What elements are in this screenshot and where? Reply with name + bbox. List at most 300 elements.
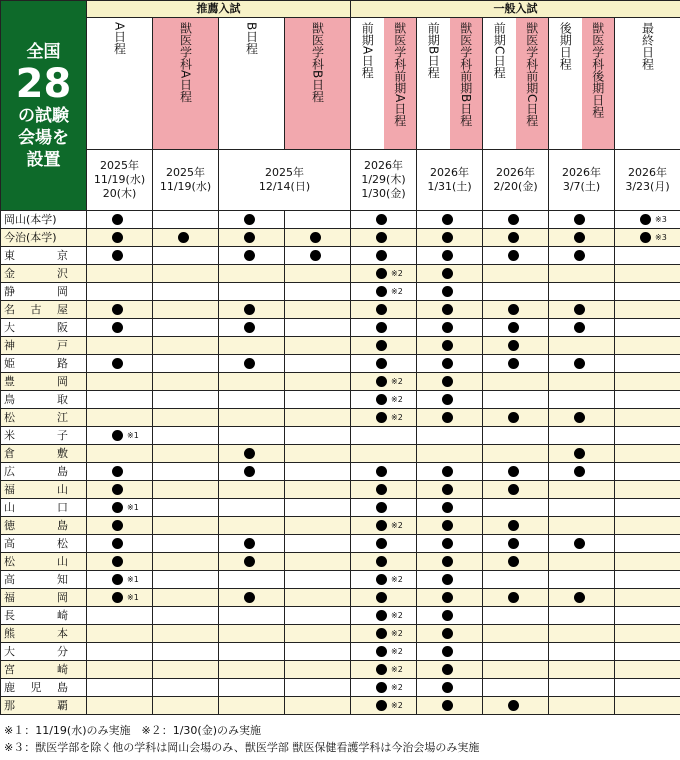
venue-mark bbox=[549, 607, 615, 625]
venue-dot-icon bbox=[508, 232, 519, 243]
venue-mark bbox=[549, 409, 615, 427]
venue-char: 山 bbox=[4, 501, 15, 514]
venue-mark bbox=[285, 661, 351, 679]
venue-mark bbox=[153, 409, 219, 427]
venue-mark bbox=[549, 589, 615, 607]
venue-mark bbox=[219, 517, 285, 535]
venue-char: 静 bbox=[4, 285, 15, 298]
venue-mark bbox=[153, 499, 219, 517]
venue-dot-icon bbox=[442, 538, 453, 549]
venue-mark bbox=[483, 517, 549, 535]
exam-sublabel: 獣医学科前期A日程 bbox=[392, 22, 407, 127]
venue-dot-icon bbox=[442, 628, 453, 639]
venue-mark bbox=[285, 481, 351, 499]
venue-dot-icon bbox=[112, 592, 123, 603]
venue-char: 豊 bbox=[4, 375, 15, 388]
venue-dot-icon bbox=[442, 340, 453, 351]
venue-mark bbox=[285, 607, 351, 625]
venue-dot-icon bbox=[508, 592, 519, 603]
venue-dot-icon bbox=[244, 592, 255, 603]
venue-mark bbox=[153, 607, 219, 625]
venue-char: 古 bbox=[30, 303, 42, 316]
venue-mark bbox=[219, 553, 285, 571]
venue-mark bbox=[153, 265, 219, 283]
venue-dot-icon bbox=[376, 610, 387, 621]
venue-mark bbox=[219, 535, 285, 553]
venue-mark bbox=[219, 643, 285, 661]
venue-dot-icon bbox=[442, 682, 453, 693]
venue-mark bbox=[351, 247, 417, 265]
venue-row bbox=[1, 589, 680, 607]
venue-mark bbox=[219, 661, 285, 679]
venue-name bbox=[1, 373, 87, 391]
footnote-2: ※３：獣医学部を除く他の学科は岡山会場のみ、獣医学部 獣医保健看護学科は今治会場のみ実施 bbox=[4, 741, 480, 754]
venue-name-justified bbox=[4, 247, 68, 264]
venue-char: 東 bbox=[4, 249, 15, 262]
venue-mark bbox=[153, 535, 219, 553]
venue-dot-icon bbox=[112, 322, 123, 333]
venue-dot-icon bbox=[508, 700, 519, 711]
venue-mark bbox=[153, 229, 219, 247]
venue-mark bbox=[285, 247, 351, 265]
venue-dot-icon bbox=[244, 322, 255, 333]
venue-mark bbox=[153, 661, 219, 679]
venue-mark bbox=[285, 427, 351, 445]
venue-dot-icon bbox=[244, 214, 255, 225]
venue-mark bbox=[549, 283, 615, 301]
venue-name-justified bbox=[4, 355, 68, 372]
venue-char: 本 bbox=[57, 627, 68, 640]
venue-name bbox=[1, 391, 87, 409]
venue-mark bbox=[417, 679, 483, 697]
venue-name bbox=[1, 535, 87, 553]
exam-date-1: 2025年 11/19(水) bbox=[153, 150, 219, 211]
venue-row bbox=[1, 661, 680, 679]
venue-mark bbox=[483, 211, 549, 229]
venue-dot-icon bbox=[376, 268, 387, 279]
venue-name bbox=[1, 643, 87, 661]
venue-mark bbox=[483, 499, 549, 517]
venue-dot-icon bbox=[376, 232, 387, 243]
venue-mark bbox=[87, 373, 153, 391]
venue-mark bbox=[417, 265, 483, 283]
venue-mark bbox=[87, 589, 153, 607]
venue-char: 児 bbox=[30, 681, 42, 694]
venue-name: 今治(本学) bbox=[1, 229, 87, 247]
venue-mark bbox=[615, 337, 680, 355]
venue-dot-icon bbox=[376, 646, 387, 657]
venue-mark bbox=[87, 391, 153, 409]
venue-mark bbox=[351, 319, 417, 337]
venue-char: 口 bbox=[57, 501, 68, 514]
venue-row bbox=[1, 571, 680, 589]
venue-mark bbox=[549, 661, 615, 679]
venue-mark bbox=[219, 625, 285, 643]
venue-dot-icon bbox=[244, 358, 255, 369]
venue-row bbox=[1, 391, 680, 409]
venue-mark bbox=[219, 301, 285, 319]
venue-note: ※2 bbox=[391, 701, 403, 710]
venue-dot-icon bbox=[112, 502, 123, 513]
venue-mark bbox=[285, 445, 351, 463]
venue-mark bbox=[351, 229, 417, 247]
venue-mark bbox=[219, 445, 285, 463]
venue-dot-icon bbox=[376, 214, 387, 225]
exam-date-7: 2026年 3/23(月) bbox=[615, 150, 680, 211]
venue-note: ※2 bbox=[391, 575, 403, 584]
venue-mark bbox=[549, 427, 615, 445]
banner-line4: 設置 bbox=[26, 149, 61, 170]
venue-dot-icon bbox=[442, 700, 453, 711]
venue-row bbox=[1, 427, 680, 445]
exam-label: B日程 bbox=[244, 22, 259, 55]
venue-name-justified bbox=[4, 607, 68, 624]
venue-mark bbox=[615, 517, 680, 535]
venue-mark bbox=[483, 301, 549, 319]
venue-dot-icon bbox=[112, 304, 123, 315]
venue-char: 神 bbox=[4, 339, 15, 352]
venue-char: 取 bbox=[57, 393, 68, 406]
exam-date-5: 2026年 2/20(金) bbox=[483, 150, 549, 211]
venue-mark bbox=[351, 391, 417, 409]
venue-dot-icon bbox=[376, 358, 387, 369]
exam-date-3: 2026年 1/29(木) 1/30(金) bbox=[351, 150, 417, 211]
venue-mark bbox=[153, 517, 219, 535]
footnote-1: ※１：11/19(水)のみ実施 ※２：1/30(金)のみ実施 bbox=[4, 724, 262, 737]
venue-note: ※1 bbox=[127, 503, 139, 512]
venue-mark bbox=[417, 319, 483, 337]
venue-name-justified bbox=[4, 427, 68, 444]
venue-mark bbox=[615, 553, 680, 571]
venue-mark bbox=[549, 553, 615, 571]
venue-mark bbox=[549, 625, 615, 643]
venue-mark bbox=[483, 409, 549, 427]
venue-char: 島 bbox=[57, 465, 68, 478]
venue-count-banner bbox=[1, 1, 87, 211]
venue-name bbox=[1, 301, 87, 319]
venue-dot-icon bbox=[376, 322, 387, 333]
venue-mark bbox=[549, 499, 615, 517]
venue-dot-icon bbox=[244, 466, 255, 477]
venue-mark bbox=[549, 517, 615, 535]
venue-dot-icon bbox=[376, 538, 387, 549]
venue-name bbox=[1, 409, 87, 427]
venue-row bbox=[1, 553, 680, 571]
venue-row bbox=[1, 337, 680, 355]
venue-mark bbox=[615, 589, 680, 607]
venue-mark bbox=[87, 301, 153, 319]
venue-dot-icon bbox=[508, 358, 519, 369]
venue-row bbox=[1, 445, 680, 463]
venue-char: 福 bbox=[4, 591, 15, 604]
exam-sublabel: 獣医学科前期C日程 bbox=[524, 22, 539, 127]
venue-mark bbox=[153, 625, 219, 643]
exam-label: 前期C日程 bbox=[492, 22, 507, 79]
venue-mark bbox=[351, 661, 417, 679]
venue-mark bbox=[87, 265, 153, 283]
venue-char: 路 bbox=[57, 357, 68, 370]
venue-dot-icon bbox=[112, 574, 123, 585]
venue-mark bbox=[483, 481, 549, 499]
venue-char: 松 bbox=[57, 537, 68, 550]
venue-dot-icon bbox=[574, 592, 585, 603]
venue-mark bbox=[417, 373, 483, 391]
venue-name-justified bbox=[4, 409, 68, 426]
venue-char: 島 bbox=[57, 681, 68, 694]
venue-mark bbox=[87, 571, 153, 589]
venue-dot-icon bbox=[508, 250, 519, 261]
venue-mark bbox=[549, 679, 615, 697]
venue-mark bbox=[285, 391, 351, 409]
venue-note: ※2 bbox=[391, 521, 403, 530]
venue-mark bbox=[483, 607, 549, 625]
venue-mark bbox=[153, 679, 219, 697]
venue-char: 姫 bbox=[4, 357, 15, 370]
exam-col-4 bbox=[351, 18, 417, 150]
venue-dot-icon bbox=[508, 538, 519, 549]
venue-mark bbox=[87, 553, 153, 571]
venue-dot-icon bbox=[442, 250, 453, 261]
venue-mark bbox=[87, 697, 153, 715]
venue-char: 名 bbox=[4, 303, 15, 316]
exam-label: 前期B日程 bbox=[426, 22, 441, 79]
venue-mark bbox=[615, 661, 680, 679]
venue-mark bbox=[417, 445, 483, 463]
venue-mark bbox=[87, 679, 153, 697]
venue-dot-icon bbox=[442, 592, 453, 603]
venue-note: ※2 bbox=[391, 287, 403, 296]
venue-mark bbox=[219, 481, 285, 499]
venue-dot-icon bbox=[442, 502, 453, 513]
venue-mark bbox=[483, 319, 549, 337]
venue-mark bbox=[87, 229, 153, 247]
venue-char: 熊 bbox=[4, 627, 15, 640]
venue-mark bbox=[615, 247, 680, 265]
exam-sublabel: 獣医学科後期日程 bbox=[590, 22, 605, 118]
venue-dot-icon bbox=[442, 610, 453, 621]
venue-name bbox=[1, 571, 87, 589]
venue-mark bbox=[615, 355, 680, 373]
venue-mark bbox=[219, 229, 285, 247]
venue-dot-icon bbox=[574, 358, 585, 369]
venue-mark bbox=[549, 463, 615, 481]
venue-mark bbox=[417, 283, 483, 301]
venue-mark bbox=[483, 463, 549, 481]
venue-name bbox=[1, 283, 87, 301]
venue-name bbox=[1, 679, 87, 697]
venue-mark bbox=[219, 697, 285, 715]
venue-mark bbox=[351, 409, 417, 427]
venue-mark bbox=[219, 589, 285, 607]
venue-char: 徳 bbox=[4, 519, 15, 532]
venue-mark bbox=[417, 589, 483, 607]
venue-mark bbox=[483, 679, 549, 697]
venue-mark bbox=[615, 571, 680, 589]
venue-mark bbox=[153, 445, 219, 463]
venue-mark bbox=[417, 301, 483, 319]
venue-mark bbox=[153, 211, 219, 229]
venue-mark bbox=[285, 229, 351, 247]
venue-dot-icon bbox=[442, 286, 453, 297]
venue-mark bbox=[483, 373, 549, 391]
venue-mark bbox=[615, 427, 680, 445]
venue-dot-icon bbox=[508, 304, 519, 315]
venue-char: 覇 bbox=[57, 699, 68, 712]
banner-line3: 会場を bbox=[18, 127, 69, 148]
venue-dot-icon bbox=[574, 232, 585, 243]
venue-name bbox=[1, 265, 87, 283]
venue-row bbox=[1, 409, 680, 427]
venue-mark bbox=[153, 463, 219, 481]
venue-mark bbox=[285, 301, 351, 319]
venue-name bbox=[1, 445, 87, 463]
exam-col-3 bbox=[285, 18, 351, 150]
venue-mark bbox=[351, 283, 417, 301]
venue-mark bbox=[285, 319, 351, 337]
venue-mark bbox=[219, 391, 285, 409]
venue-dot-icon bbox=[376, 520, 387, 531]
venue-name-justified bbox=[4, 517, 68, 534]
venue-dot-icon bbox=[376, 394, 387, 405]
venue-mark bbox=[417, 463, 483, 481]
venue-dot-icon bbox=[508, 322, 519, 333]
venue-mark bbox=[417, 553, 483, 571]
venue-dot-icon bbox=[574, 448, 585, 459]
venue-dot-icon bbox=[574, 322, 585, 333]
venue-mark bbox=[87, 355, 153, 373]
venue-note: ※2 bbox=[391, 413, 403, 422]
venue-row bbox=[1, 625, 680, 643]
venue-mark bbox=[153, 481, 219, 499]
venue-name-justified bbox=[4, 571, 68, 588]
venue-char: 鳥 bbox=[4, 393, 15, 406]
venue-mark bbox=[285, 643, 351, 661]
venue-name bbox=[1, 355, 87, 373]
venue-mark bbox=[549, 319, 615, 337]
venue-row bbox=[1, 355, 680, 373]
venue-name bbox=[1, 553, 87, 571]
venue-name bbox=[1, 607, 87, 625]
venue-dot-icon bbox=[112, 466, 123, 477]
venue-mark bbox=[615, 679, 680, 697]
venue-char: 松 bbox=[4, 555, 15, 568]
venue-name-justified bbox=[4, 301, 68, 318]
venue-mark bbox=[351, 697, 417, 715]
venue-name bbox=[1, 481, 87, 499]
venue-mark bbox=[615, 697, 680, 715]
venue-mark bbox=[153, 283, 219, 301]
venue-char: 山 bbox=[57, 483, 68, 496]
exam-col-7 bbox=[549, 18, 615, 150]
venue-mark bbox=[549, 265, 615, 283]
venue-dot-icon bbox=[376, 412, 387, 423]
venue-mark bbox=[87, 337, 153, 355]
venue-mark bbox=[87, 625, 153, 643]
venue-row bbox=[1, 319, 680, 337]
venue-mark bbox=[219, 499, 285, 517]
group-ippan: 一般入試 bbox=[351, 1, 680, 18]
venue-name bbox=[1, 697, 87, 715]
venue-dot-icon bbox=[442, 322, 453, 333]
venue-mark bbox=[351, 571, 417, 589]
venue-mark bbox=[417, 229, 483, 247]
exam-col-1 bbox=[153, 18, 219, 150]
venue-mark bbox=[351, 643, 417, 661]
exam-sublabel: 獣医学科前期B日程 bbox=[458, 22, 473, 127]
banner-number: 28 bbox=[15, 60, 72, 107]
venue-mark bbox=[153, 247, 219, 265]
venue-dot-icon bbox=[376, 484, 387, 495]
venue-mark bbox=[549, 337, 615, 355]
venue-note: ※2 bbox=[391, 629, 403, 638]
venue-mark bbox=[219, 409, 285, 427]
exam-col-8 bbox=[615, 18, 680, 150]
exam-label: 獣医学科A日程 bbox=[178, 22, 193, 103]
venue-row bbox=[1, 499, 680, 517]
venue-char: 鹿 bbox=[4, 681, 15, 694]
venue-dot-icon bbox=[508, 520, 519, 531]
venue-mark bbox=[483, 643, 549, 661]
venue-mark bbox=[219, 283, 285, 301]
venue-mark bbox=[285, 373, 351, 391]
venue-mark bbox=[285, 337, 351, 355]
venue-char: 米 bbox=[4, 429, 15, 442]
exam-date-4: 2026年 1/31(土) bbox=[417, 150, 483, 211]
venue-char: 高 bbox=[4, 537, 15, 550]
venue-dot-icon bbox=[574, 412, 585, 423]
venue-note: ※2 bbox=[391, 665, 403, 674]
venue-dot-icon bbox=[376, 682, 387, 693]
exam-label: 後期日程 bbox=[558, 22, 573, 70]
venue-dot-icon bbox=[442, 466, 453, 477]
venue-name bbox=[1, 625, 87, 643]
venue-note: ※2 bbox=[391, 683, 403, 692]
venue-note: ※3 bbox=[655, 233, 667, 242]
venue-mark bbox=[417, 247, 483, 265]
venue-dot-icon bbox=[442, 232, 453, 243]
venue-row bbox=[1, 283, 680, 301]
venue-dot-icon bbox=[376, 376, 387, 387]
venue-mark bbox=[351, 337, 417, 355]
venue-mark bbox=[483, 229, 549, 247]
venue-char: 子 bbox=[57, 429, 68, 442]
venue-dot-icon bbox=[442, 556, 453, 567]
footnotes bbox=[4, 722, 479, 756]
venue-dot-icon bbox=[112, 358, 123, 369]
venue-note: ※2 bbox=[391, 611, 403, 620]
venue-dot-icon bbox=[508, 214, 519, 225]
venue-mark bbox=[153, 553, 219, 571]
venue-mark bbox=[351, 553, 417, 571]
venue-mark bbox=[417, 427, 483, 445]
venue-mark bbox=[219, 679, 285, 697]
venue-dot-icon bbox=[376, 628, 387, 639]
venue-name-justified bbox=[4, 553, 68, 570]
venue-mark bbox=[351, 301, 417, 319]
venue-dot-icon bbox=[442, 214, 453, 225]
venue-name-justified bbox=[4, 661, 68, 678]
venue-dot-icon bbox=[640, 232, 651, 243]
venue-mark bbox=[219, 337, 285, 355]
venue-dot-icon bbox=[112, 232, 123, 243]
venue-char: 岡 bbox=[57, 375, 68, 388]
venue-mark bbox=[351, 265, 417, 283]
venue-mark bbox=[549, 211, 615, 229]
venue-mark bbox=[549, 643, 615, 661]
venue-dot-icon bbox=[508, 340, 519, 351]
venue-mark bbox=[153, 697, 219, 715]
venue-mark bbox=[615, 463, 680, 481]
